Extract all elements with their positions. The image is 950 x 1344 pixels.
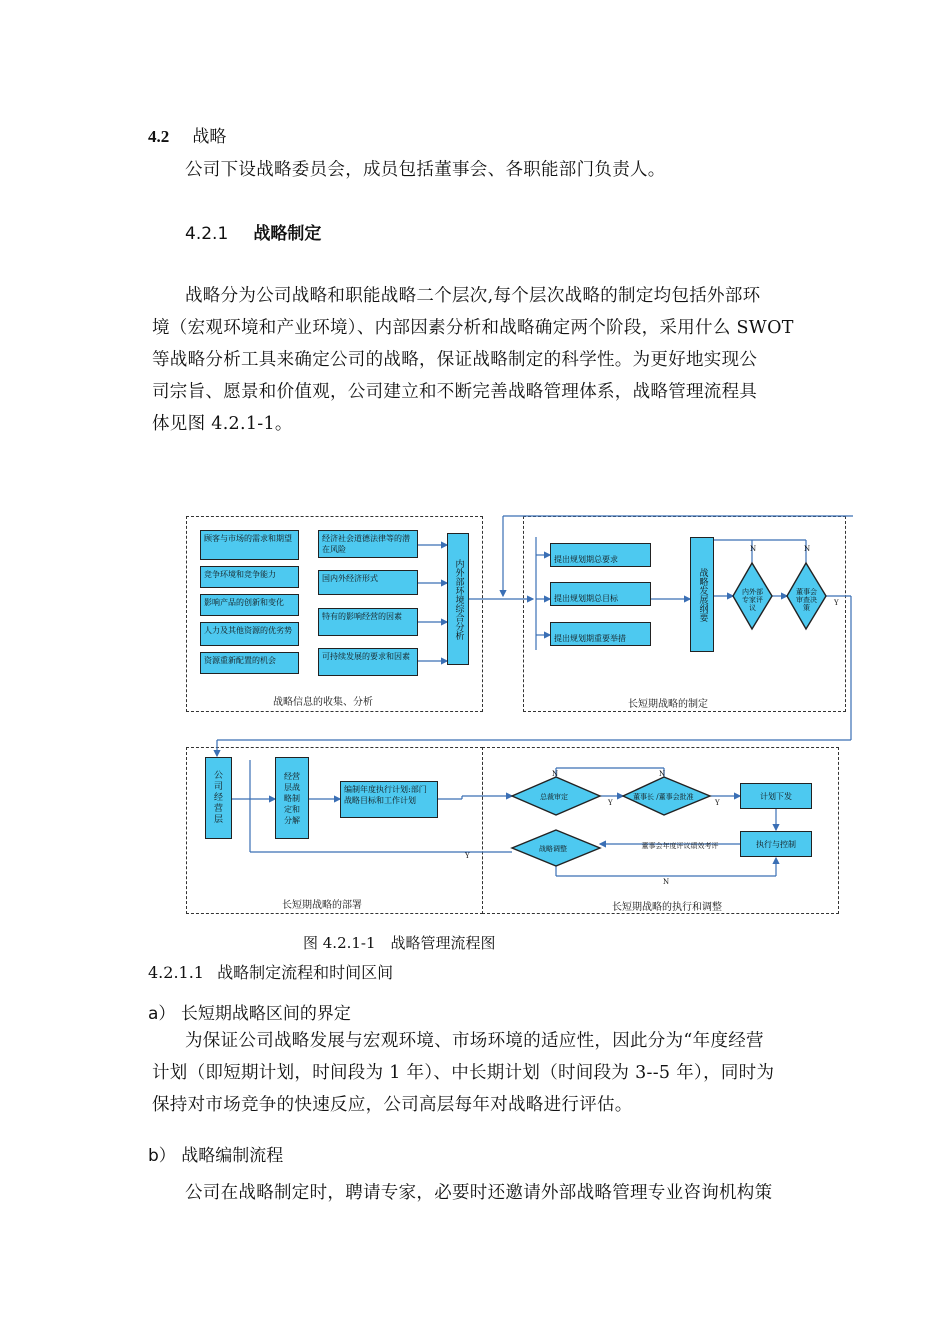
review1-label: 内外部专家评议	[742, 588, 763, 612]
decompose-label: 经营层战略制定和分解	[284, 771, 300, 825]
item-b-paragraph	[152, 1177, 822, 1209]
annual-plan-box: 编制年度执行计划:部门战略目标和工作计划	[340, 781, 438, 818]
subsubsection-heading	[148, 960, 393, 983]
issue-box: 计划下发	[740, 783, 812, 809]
y-label: Y	[715, 799, 720, 807]
y-label: Y	[608, 799, 613, 807]
section-intro: 公司下设战略委员会，成员包括董事会、各职能部门负责人。	[185, 160, 666, 180]
risk-item: 特有的影响经营的因素	[318, 608, 418, 636]
approve2-label: 董事长 /董事会批准	[633, 793, 694, 801]
risk-item: 国内外经济形式	[318, 570, 418, 595]
info-item: 竞争环境和竞争能力	[200, 566, 299, 588]
y-label: Y	[834, 599, 839, 607]
paragraph-line: 为保证公司战略发展与宏观环境、市场环境的适应性，因此分为“年度经营	[185, 1031, 764, 1051]
adjust-label: 战略调整	[539, 845, 567, 853]
paragraph-line: 境（宏观环境和产业环境）、内部因素分析和战略确定两个阶段，采用什么 SWOT	[152, 318, 794, 338]
panel3-caption: 长短期战略的部署	[282, 900, 362, 911]
panel2-caption: 长短期战略的制定	[628, 699, 708, 710]
panel4-caption: 长短期战略的执行和调整	[612, 902, 722, 913]
subsection-title: 战略制定	[253, 224, 322, 244]
info-item: 人力及其他资源的优劣势	[200, 622, 299, 646]
paragraph-line: 公司在战略制定时，聘请专家，必要时还邀请外部战略管理专业咨询机构策	[185, 1183, 773, 1203]
n-label: N	[804, 545, 811, 553]
n-label: N	[663, 878, 670, 886]
goal-box: 提出规划期总目标	[550, 582, 651, 606]
paragraph-line: 体见图 4.2.1-1。	[152, 414, 293, 434]
paragraph-line: 战略分为公司战略和职能战略二个层次,每个层次战略的制定均包括外部环	[185, 286, 761, 306]
item-a-label: a） 长短期战略区间的界定	[148, 1004, 351, 1024]
decompose-box	[275, 757, 309, 839]
measures-box: 提出规划期重要举措	[550, 622, 651, 646]
item-a-paragraph	[152, 1025, 822, 1121]
risk-item: 经济社会道德法律等的潜在风险	[318, 530, 418, 558]
execute-box: 执行与控制	[740, 831, 812, 857]
n-label: N	[750, 545, 757, 553]
company-label: 公司经营层	[213, 770, 223, 825]
section-number: 4.2	[148, 127, 170, 146]
info-item: 影响产品的创新和变化	[200, 594, 299, 616]
y-label: Y	[465, 852, 470, 860]
info-item: 顾客与市场的需求和期望	[200, 530, 299, 560]
evaluate-label: 董事会年度评议绩效考评	[641, 842, 719, 850]
risk-item: 可持续发展的要求和因素	[318, 648, 418, 676]
approve1-label: 总裁审定	[540, 793, 568, 801]
figure-caption: 图 4.2.1-1 战略管理流程图	[303, 934, 496, 952]
outline-box: 战略发展纲要	[690, 537, 714, 652]
synthesis-box: 内外部环境综合分析	[447, 533, 469, 665]
item-b-label: b） 战略编制流程	[148, 1146, 284, 1166]
n-label: N	[552, 770, 559, 778]
paragraph-line: 司宗旨、愿景和价值观，公司建立和不断完善战略管理体系，战略管理流程具	[152, 382, 758, 402]
info-item: 资源重新配置的机会	[200, 652, 299, 674]
paragraph-line: 保持对市场竞争的快速反应，公司高层每年对战略进行评估。	[152, 1095, 633, 1115]
n-label: N	[659, 770, 666, 778]
paragraph-line: 等战略分析工具来确定公司的战略，保证战略制定的科学性。为更好地实现公	[152, 350, 758, 370]
review2-label: 董事会审查决策	[796, 588, 817, 612]
subsubsection-number: 4.2.1.1	[148, 963, 204, 982]
subsubsection-title: 战略制定流程和时间区间	[217, 963, 394, 982]
section-title: 战略	[192, 127, 227, 147]
company-box	[205, 757, 232, 839]
paragraph-line: 计划（即短期计划，时间段为 1 年）、中长期计划（时间段为 3--5 年），同时为	[152, 1063, 775, 1083]
subsection-number: 4.2.1	[185, 224, 229, 244]
panel1-caption: 战略信息的收集、分析	[273, 697, 373, 708]
requirement-box: 提出规划期总要求	[550, 543, 651, 567]
